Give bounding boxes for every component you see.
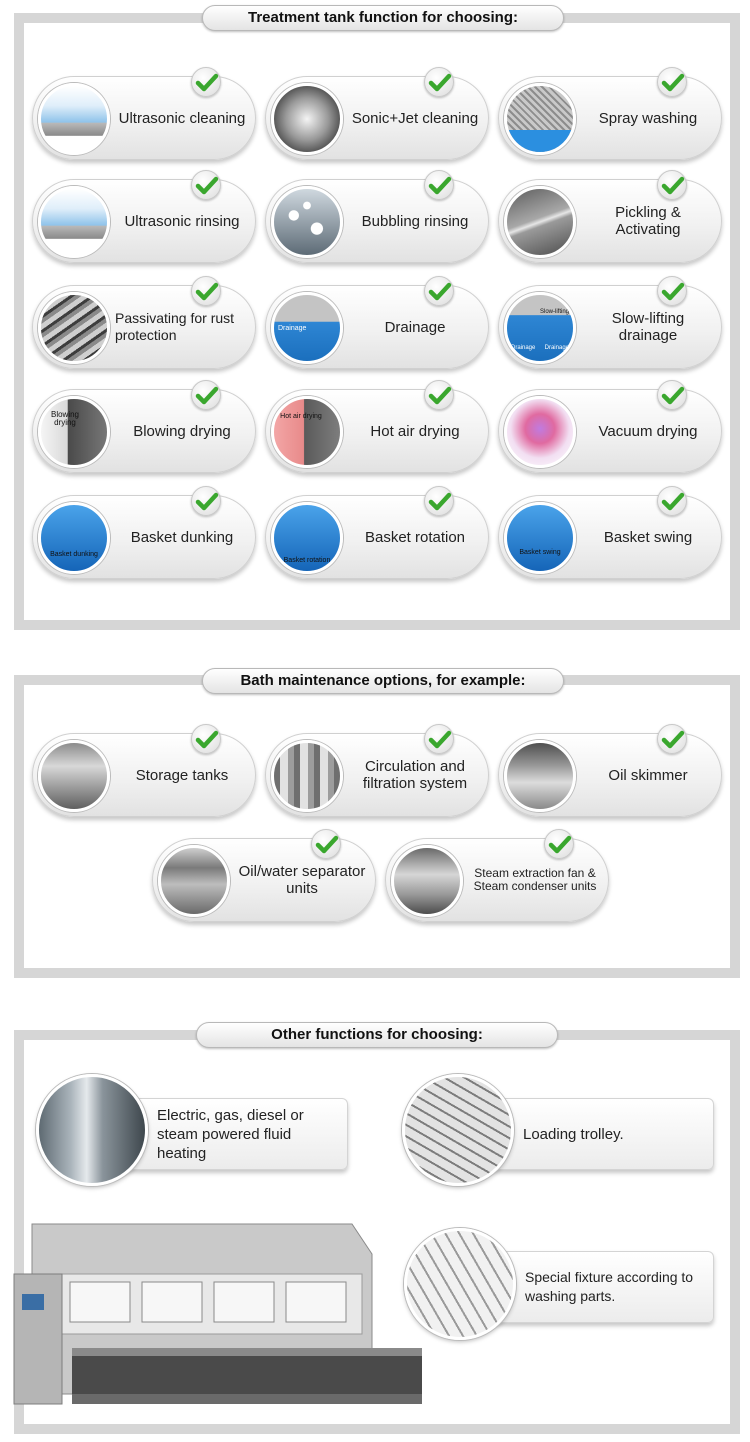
checkmark-icon [657,486,687,516]
thumb-caption: Basket rotation [283,557,331,564]
option-label: Ultrasonic rinsing [124,212,240,230]
thumb-caption: Basket swing [519,549,561,556]
hot-air-drying-image [271,396,343,468]
option-label: Bubbling rinsing [361,212,469,230]
storage-tanks-image [38,740,110,812]
option-basket-dunking[interactable] [32,495,256,579]
fluid-heating-image [36,1074,148,1186]
option-label: Blowing drying [133,422,231,440]
checkmark-icon [424,170,454,200]
checkmark-icon [424,486,454,516]
option-circulation-filtration[interactable] [265,733,489,817]
option-basket-rotation[interactable] [265,495,489,579]
option-slow-lifting-drainage[interactable] [498,285,722,369]
option-basket-swing[interactable] [498,495,722,579]
thumb-caption: Slow-lifting [539,309,569,315]
maintenance-panel-inner [24,685,730,968]
ultrasonic-cleaning-image [38,83,110,155]
option-spray-washing[interactable] [498,76,722,160]
option-label: Circulation and filtration system [362,758,468,792]
other-functions-title: Other functions for choosing: [196,1022,558,1048]
option-oil-water-separator[interactable] [152,838,376,922]
option-label: Basket rotation [364,528,466,546]
option-ultrasonic-rinsing[interactable] [32,179,256,263]
checkmark-icon [191,67,221,97]
checkmark-icon [657,724,687,754]
ultrasonic-rinsing-image [38,186,110,258]
option-label: Oil skimmer [608,766,688,784]
thumb-caption: Drainage [278,325,307,332]
checkmark-icon [191,380,221,410]
steam-extraction-image [391,845,463,917]
option-label: Steam extraction fan & Steam condenser units [473,866,597,893]
option-label: Hot air drying [370,422,460,440]
option-label: Passivating for rust protection [115,310,235,343]
maintenance-panel [14,675,740,978]
thumb-caption: Drainage [511,345,536,351]
option-steam-extraction[interactable] [385,838,609,922]
option-hot-air-drying[interactable] [265,389,489,473]
option-passivating[interactable] [32,285,256,369]
basket-rotation-image [271,502,343,574]
option-label: Basket swing [603,528,693,546]
slow-lifting-drainage-image [504,292,576,364]
option-label: Oil/water separator units [238,863,366,897]
checkmark-icon [424,380,454,410]
option-storage-tanks[interactable] [32,733,256,817]
circulation-filtration-image [271,740,343,812]
thumb-caption: Drainage [544,345,569,351]
checkmark-icon [424,724,454,754]
option-bubbling-rinsing[interactable] [265,179,489,263]
option-label: Drainage [384,318,446,336]
option-label: Slow-lifting drainage [611,310,685,344]
oil-skimmer-image [504,740,576,812]
maintenance-title: Bath maintenance options, for example: [202,668,564,694]
checkmark-icon [424,67,454,97]
passivating-image [38,292,110,364]
checkmark-icon [191,724,221,754]
sonic-jet-cleaning-image [271,83,343,155]
vacuum-drying-image [504,396,576,468]
special-fixture-image [404,1228,516,1340]
option-label: Pickling & Activating [615,204,681,238]
thumb-caption: Basket dunking [50,551,98,558]
pickling-activating-image [504,186,576,258]
checkmark-icon [657,380,687,410]
checkmark-icon [657,67,687,97]
option-vacuum-drying[interactable] [498,389,722,473]
spray-washing-image [504,83,576,155]
option-sonic-jet-cleaning[interactable] [265,76,489,160]
option-label: Vacuum drying [598,422,698,440]
checkmark-icon [311,829,341,859]
option-label: Special fixture according to washing parts. [525,1269,694,1304]
blowing-drying-image [38,396,110,468]
option-label: Basket dunking [130,528,234,546]
option-label: Storage tanks [135,766,229,784]
checkmark-icon [657,170,687,200]
drainage-image [271,292,343,364]
option-oil-skimmer[interactable] [498,733,722,817]
bubbling-rinsing-image [271,186,343,258]
option-label: Loading trolley. [523,1125,624,1143]
checkmark-icon [191,486,221,516]
option-label: Sonic+Jet cleaning [351,109,479,127]
washing-machine-image [12,1214,432,1424]
option-label: Spray washing [598,109,698,127]
treatment-title: Treatment tank function for choosing: [202,5,564,31]
option-label: Ultrasonic cleaning [118,109,246,127]
option-pickling-activating[interactable] [498,179,722,263]
basket-swing-image [504,502,576,574]
checkmark-icon [191,170,221,200]
thumb-caption: Blowing drying [50,410,79,427]
checkmark-icon [544,829,574,859]
checkmark-icon [657,276,687,306]
checkmark-icon [191,276,221,306]
option-ultrasonic-cleaning[interactable] [32,76,256,160]
loading-trolley-image [402,1074,514,1186]
thumb-caption: Hot air drying [280,413,322,420]
option-drainage[interactable] [265,285,489,369]
option-label: Electric, gas, diesel or steam powered fluid heating [157,1106,304,1162]
checkmark-icon [424,276,454,306]
basket-dunking-image [38,502,110,574]
oil-water-separator-image [158,845,230,917]
option-blowing-drying[interactable] [32,389,256,473]
